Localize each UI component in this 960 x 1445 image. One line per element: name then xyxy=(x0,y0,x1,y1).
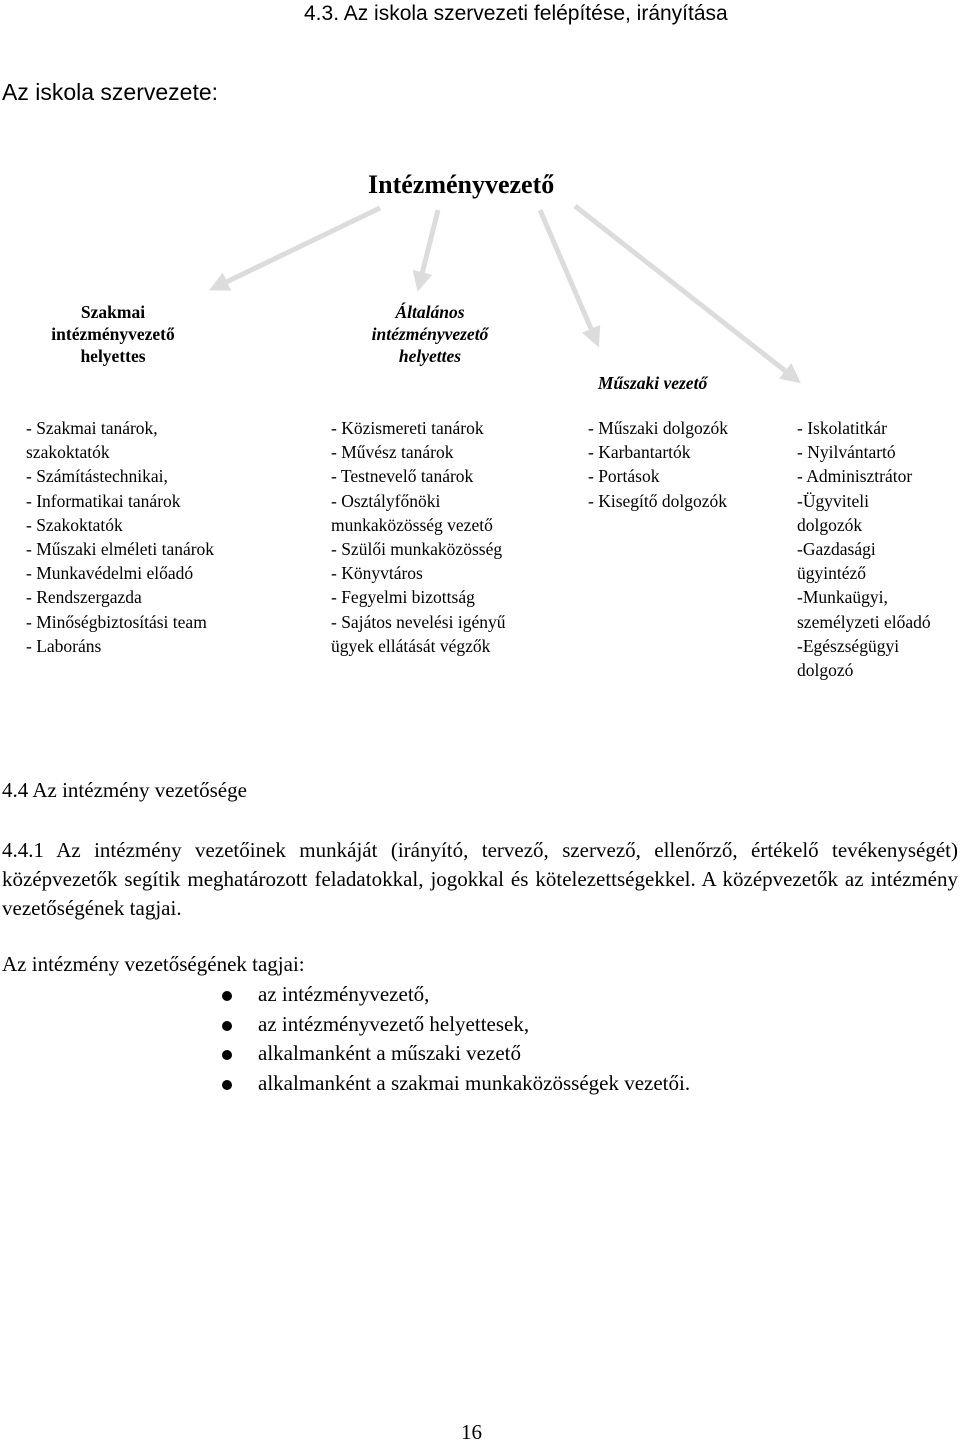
list-item: - Műszaki elméleti tanárok xyxy=(26,539,215,560)
list-item: - Laboráns xyxy=(26,635,102,656)
members-intro: Az intézmény vezetőségének tagjai: xyxy=(2,952,305,976)
section-4-4-heading: 4.4 Az intézmény vezetősége xyxy=(2,778,247,802)
bullet-icon xyxy=(222,1021,232,1031)
list-item: dolgozók xyxy=(797,514,863,535)
member-text: alkalmanként a műszaki vezető xyxy=(258,1041,521,1065)
list-item: - Adminisztrátor xyxy=(797,466,913,487)
org-node-muszaki-vezeto xyxy=(580,372,725,394)
list-item: - Minőségbiztosítási team xyxy=(26,611,207,632)
list-item: - Iskolatitkár xyxy=(797,418,887,438)
list-item xyxy=(216,980,690,1010)
list-item: - Fegyelmi bizottság xyxy=(331,587,475,608)
bullet-icon xyxy=(222,991,232,1001)
list-item xyxy=(216,1039,690,1069)
list-item: - Könyvtáros xyxy=(331,563,423,584)
member-text: alkalmanként a szakmai munkaközösségek vezetői. xyxy=(258,1070,691,1095)
list-item: - Művész tanárok xyxy=(331,442,454,463)
list-item: dolgozó xyxy=(797,660,854,681)
org-node-intezmenyvezeto: Intézményvezető xyxy=(368,170,555,199)
list-item: szakoktatók xyxy=(26,442,110,463)
list-item: ügyintéző xyxy=(797,563,867,584)
list-item: - Számítástechnikai, xyxy=(26,466,168,487)
list-item: -Munkaügyi, xyxy=(797,587,888,608)
node-line: Általános xyxy=(395,302,465,322)
node-line: intézményvezető xyxy=(371,324,489,344)
list-item: - Testnevelő tanárok xyxy=(331,466,474,487)
list-item: - Közismereti tanárok xyxy=(331,418,484,438)
arrow-to-admin xyxy=(575,206,793,377)
list-item: - Műszaki dolgozók xyxy=(588,418,728,438)
list-item: - Osztályfőnöki xyxy=(331,490,441,511)
list-item: -Gazdasági xyxy=(797,539,876,560)
list-item: - Kisegítő dolgozók xyxy=(588,490,728,511)
node-line: Műszaki vezető xyxy=(597,373,708,393)
list-item: - Nyilvántartó xyxy=(797,442,896,463)
list-item: - Sajátos nevelési igényű xyxy=(331,611,506,632)
list-item: személyzeti előadó xyxy=(797,611,931,632)
bullet-icon xyxy=(222,1050,232,1060)
node-line: helyettes xyxy=(80,346,146,366)
section-heading: 4.3. Az iskola szervezeti felépítése, irányítása xyxy=(304,2,728,25)
member-text: az intézményvezető helyettesek, xyxy=(258,1011,530,1036)
page-number: 16 xyxy=(461,1420,482,1444)
org-intro: Az iskola szervezete: xyxy=(2,79,219,105)
list-item: - Szakmai tanárok, xyxy=(26,418,158,438)
org-node-altalanos-helyettes xyxy=(355,301,505,367)
staff-column-muszaki xyxy=(588,416,728,513)
staff-column-admin xyxy=(797,416,931,682)
node-line: intézményvezető xyxy=(51,324,175,344)
org-node-szakmai-helyettes xyxy=(38,301,188,367)
arrow-to-muszaki xyxy=(540,210,595,338)
section-4-4-paragraph: 4.4.1 Az intézmény vezetőinek munkáját (irányító, tervező, szervező, ellenőrző, értékelő tevékenységét) középvezetők segítik meghatározott feladatokkal, jogokkal és kötelezettségekkel. A középvezetők az intézmény vezetőségének tagjai. xyxy=(2,838,958,920)
bullet-icon xyxy=(222,1080,232,1090)
list-item: - Portások xyxy=(588,466,660,487)
list-item: - Munkavédelmi előadó xyxy=(26,563,194,584)
list-item: - Informatikai tanárok xyxy=(26,490,181,511)
arrow-to-szakmai xyxy=(218,208,380,286)
list-item: munkaközösség vezető xyxy=(331,514,493,535)
members-list xyxy=(216,980,690,1098)
list-item: - Rendszergazda xyxy=(26,587,142,608)
arrow-to-altalanos xyxy=(420,210,438,282)
list-item: - Karbantartók xyxy=(588,442,691,463)
node-line: helyettes xyxy=(398,346,462,366)
list-item xyxy=(216,1010,690,1040)
member-text: az intézményvezető, xyxy=(258,982,430,1006)
list-item: -Egészségügyi xyxy=(797,635,900,656)
staff-column-szakmai xyxy=(26,416,214,658)
node-line: Szakmai xyxy=(80,302,146,322)
list-item xyxy=(216,1069,690,1099)
list-item: -Ügyviteli xyxy=(797,490,869,511)
list-item: - Szakoktatók xyxy=(26,514,123,535)
staff-column-altalanos xyxy=(331,416,505,658)
list-item: ügyek ellátását végzők xyxy=(331,635,491,656)
list-item: - Szülői munkaközösség xyxy=(331,539,503,560)
